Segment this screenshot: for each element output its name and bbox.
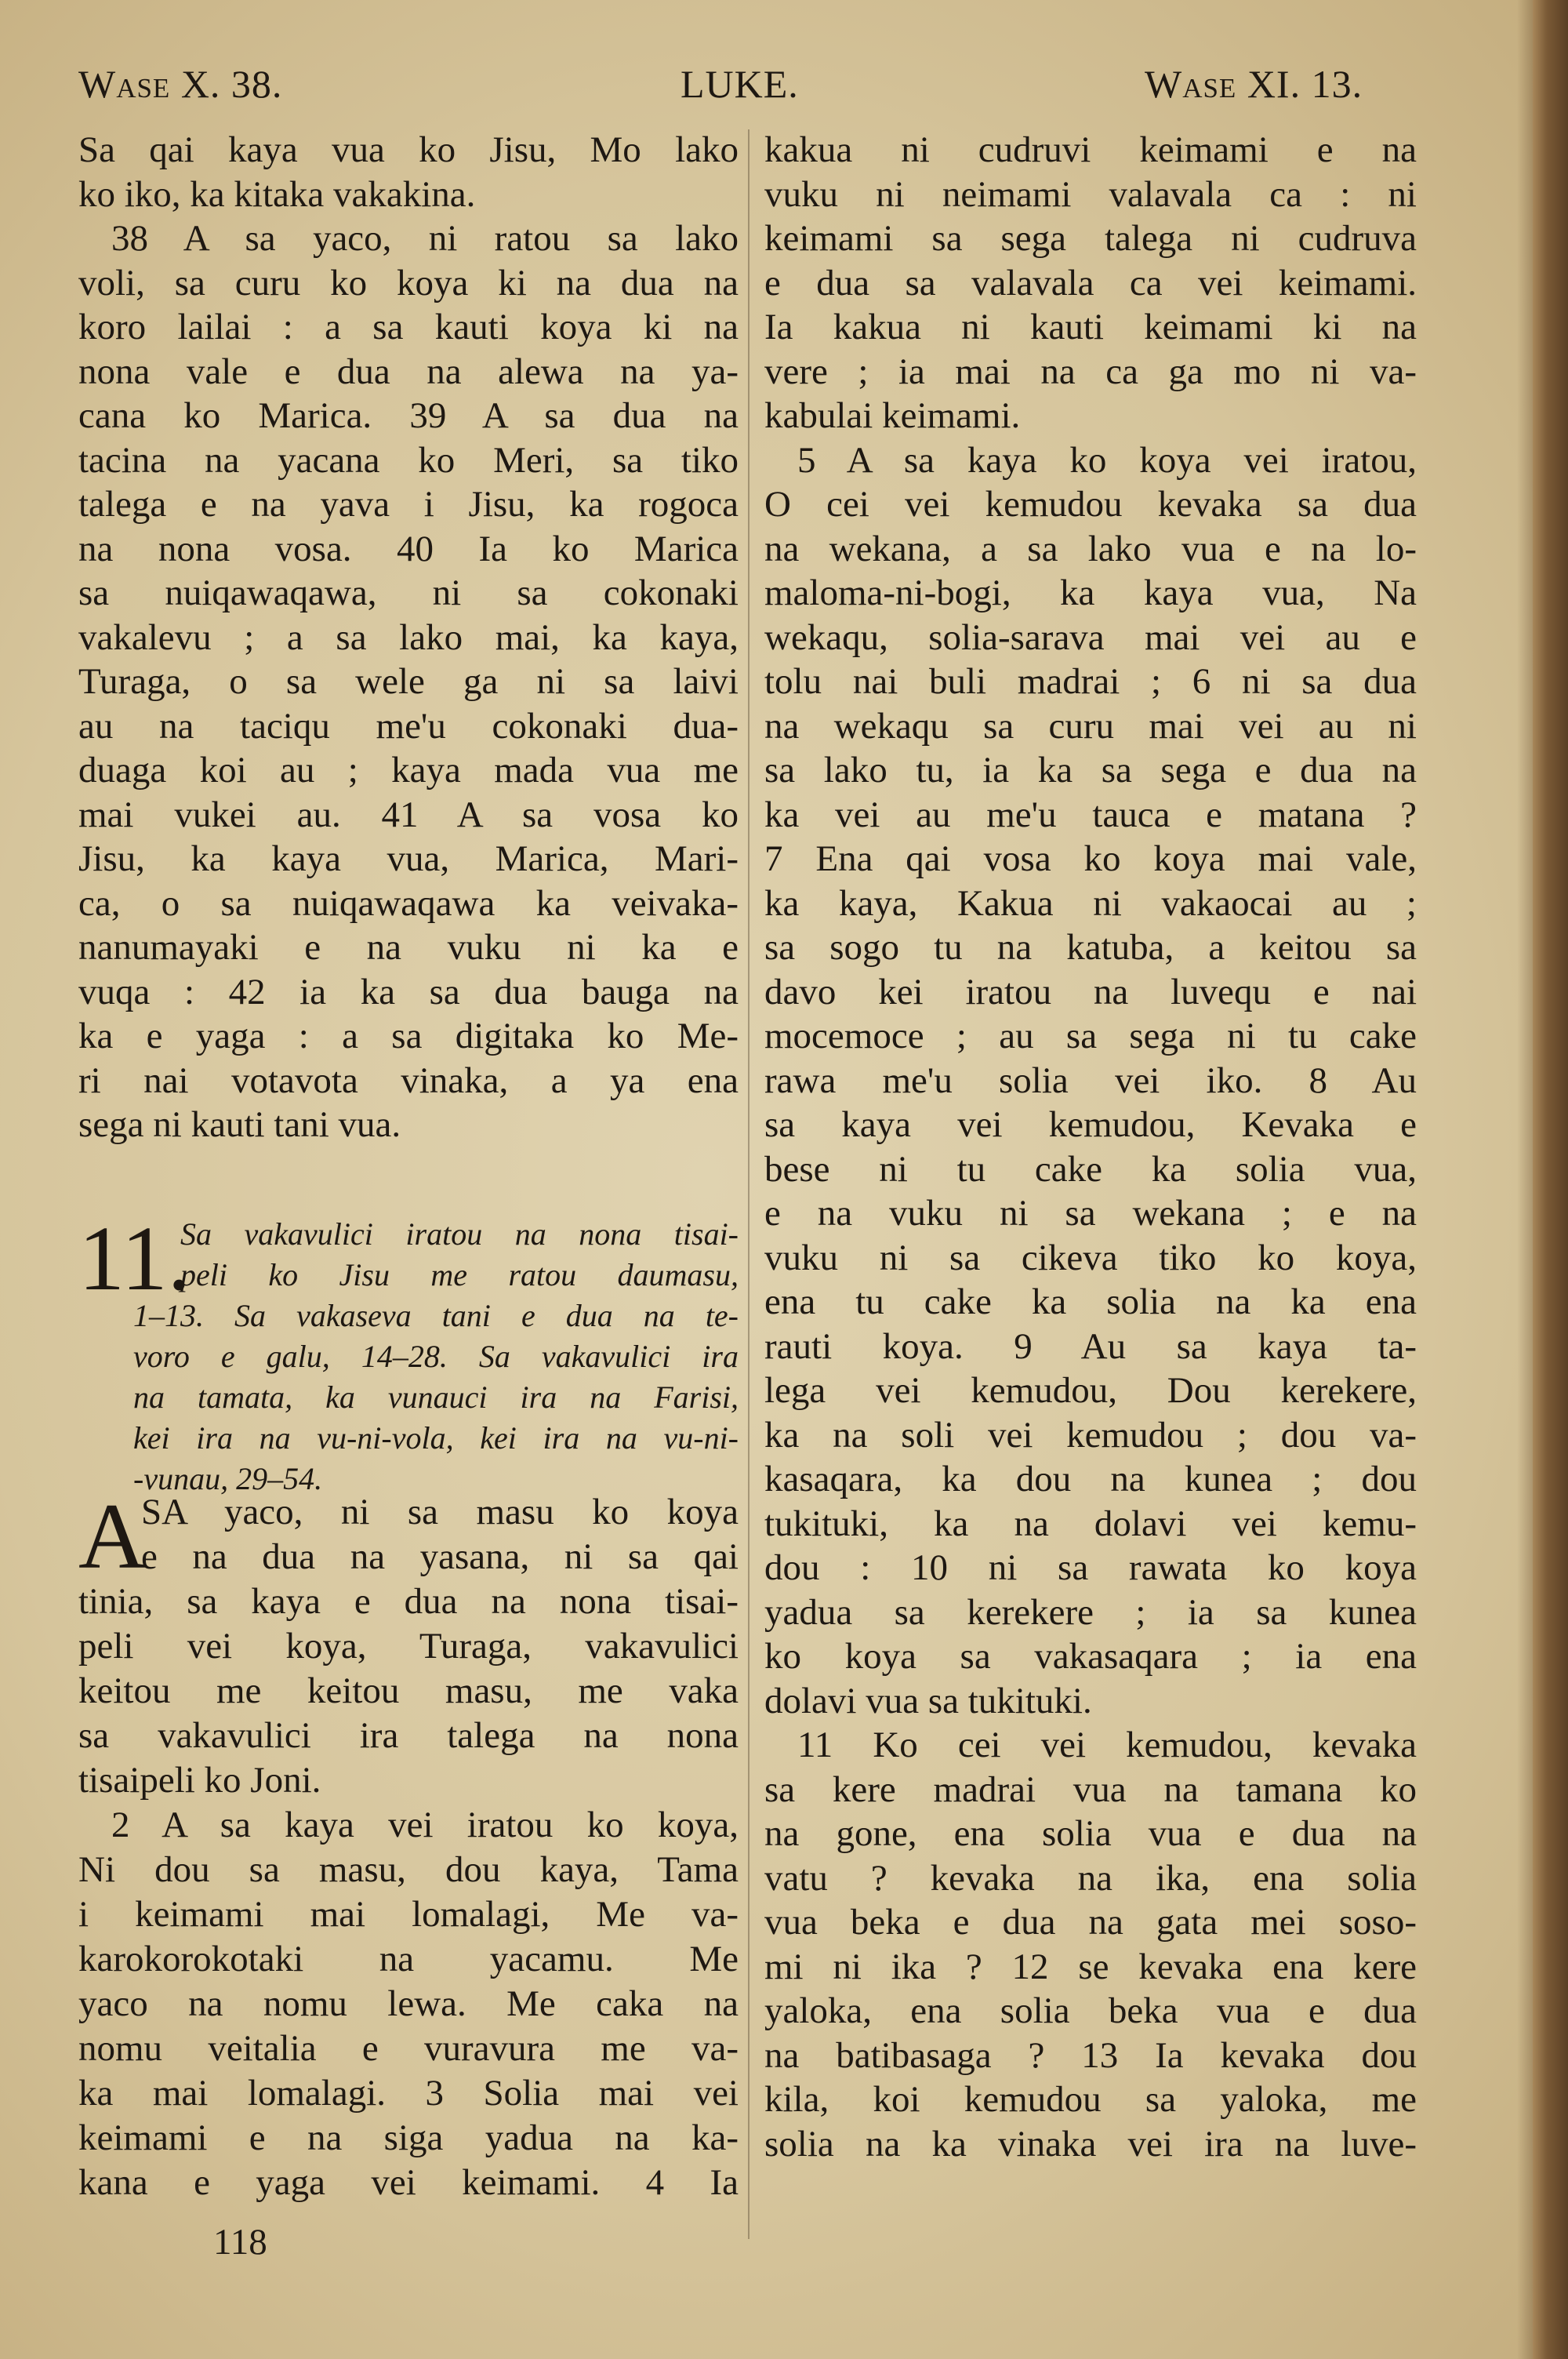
running-head-title: LUKE.	[681, 62, 799, 106]
text-line: Turaga, o sa wele ga ni sa laivi	[78, 661, 739, 702]
chapter-number: 11.	[78, 1207, 191, 1310]
text-line: maloma-ni-bogi, ka kaya vua, Na	[764, 572, 1417, 613]
text-line: ka e yaga : a sa digitaka ko Me-	[78, 1016, 739, 1056]
chapter-opening-paragraph	[78, 1484, 739, 2205]
text-line: na batibasaga ? 13 Ia kevaka dou	[764, 2034, 1417, 2076]
adjacent-page-edge	[1533, 0, 1568, 2359]
text-line: au na taciqu me'u cokonaki dua-	[78, 705, 739, 747]
text-line: SA yaco, ni sa masu ko koya	[141, 1492, 739, 1532]
text-line: -vunau, 29–54.	[133, 1461, 323, 1496]
text-line: Sa vakavulici iratou na nona tisai-	[180, 1216, 739, 1252]
text-line: sa lako tu, ia ka sa sega e dua na	[764, 750, 1417, 791]
text-line: yadua sa kerekere ; ia sa kunea	[764, 1591, 1417, 1633]
text-line: i keimami mai lomalagi, Me va-	[78, 1894, 739, 1935]
text-line: 38 A sa yaco, ni ratou sa lako	[111, 218, 739, 259]
text-line: duaga koi au ; kaya mada vua me	[78, 750, 739, 791]
text-line: mi ni ika ? 12 se kevaka ena kere	[764, 1946, 1417, 1987]
text-line: kila, koi kemudou sa yaloka, me	[764, 2079, 1417, 2120]
text-line: keitou me keitou masu, me vaka	[78, 1670, 739, 1711]
text-line: karokorokotaki na yacamu. Me	[78, 1939, 739, 1979]
text-line: vakalevu ; a sa lako mai, ka kaya,	[78, 616, 739, 658]
text-line: sa vakavulici ira talega na nona	[78, 1715, 739, 1756]
text-line: Ni dou sa masu, dou kaya, Tama	[78, 1849, 739, 1890]
text-line: na gone, ena solia vua e dua na	[764, 1813, 1417, 1854]
text-line: voro e galu, 14–28. Sa vakavulici ira	[133, 1339, 739, 1374]
head-ref: X. 38.	[180, 62, 283, 106]
page-shadow	[1517, 0, 1534, 2359]
text-line: bese ni tu cake ka solia vua,	[764, 1148, 1417, 1190]
text-line: ka na soli vei kemudou ; dou va-	[764, 1414, 1417, 1456]
text-line: tacina na yacana ko Meri, sa tiko	[78, 439, 739, 481]
head-prefix: Wase	[78, 62, 171, 106]
text-line: ka kaya, Kakua ni vakaocai au ;	[764, 882, 1417, 924]
text-line: O cei vei kemudou kevaka sa dua	[764, 484, 1417, 525]
text-line: vere ; ia mai na ca ga mo ni va-	[764, 351, 1417, 392]
text-line: 7 Ena qai vosa ko koya mai vale,	[764, 838, 1417, 879]
text-line: dolavi vua sa tukituki.	[764, 1680, 1092, 1721]
running-head-right	[1145, 61, 1363, 107]
head-ref: XI. 13.	[1247, 62, 1363, 106]
text-line: ca, o sa nuiqawaqawa ka veivaka-	[78, 882, 739, 924]
left-column-text	[78, 128, 739, 1147]
text-line: wekaqu, solia-sarava mai vei au e	[764, 616, 1417, 658]
text-line: vuku ni neimami valavala ca : ni	[764, 173, 1417, 215]
text-line: keimami sa sega talega ni cudruva	[764, 218, 1417, 259]
text-line: 5 A sa kaya ko koya vei iratou,	[797, 439, 1417, 481]
text-line: 11 Ko cei vei kemudou, kevaka	[797, 1725, 1417, 1765]
text-line: yaco na nomu lewa. Me caka na	[78, 1983, 739, 2024]
text-line: e dua sa valavala ca vei keimami.	[764, 262, 1417, 304]
text-line: vuqa : 42 ia ka sa dua bauga na	[78, 971, 739, 1012]
text-line: tukituki, ka na dolavi vei kemu-	[764, 1503, 1417, 1544]
text-line: Sa qai kaya vua ko Jisu, Mo lako	[78, 129, 739, 170]
text-line: voli, sa curu ko koya ki na dua na	[78, 262, 739, 304]
text-line: e na vuku ni sa wekana ; e na	[764, 1193, 1417, 1234]
text-line: kabulai keimami.	[764, 395, 1021, 436]
text-line: Ia kakua ni kauti keimami ki na	[764, 307, 1417, 347]
running-head-left	[78, 61, 282, 107]
text-line: nona vale e dua na alewa na ya-	[78, 351, 739, 392]
text-line: sa kere madrai vua na tamana ko	[764, 1768, 1417, 1810]
text-line: lega vei kemudou, Dou kerekere,	[764, 1370, 1417, 1411]
text-line: ko iko, ka kitaka vakakina.	[78, 173, 476, 215]
text-line: ka mai lomalagi. 3 Solia mai vei	[78, 2073, 739, 2114]
text-line: tisaipeli ko Joni.	[78, 1760, 321, 1801]
text-line: na nona vosa. 40 Ia ko Marica	[78, 528, 739, 569]
text-line: koro lailai : a sa kauti koya ki na	[78, 307, 739, 347]
text-line: vuku ni sa cikeva tiko ko koya,	[764, 1237, 1417, 1278]
text-line: na wekana, a sa lako vua e na lo-	[764, 528, 1417, 569]
text-line: kana e yaga vei keimami. 4 Ia	[78, 2162, 739, 2203]
text-line: talega e na yava i Jisu, ka rogoca	[78, 484, 739, 525]
text-line: vua beka e dua na gata mei soso-	[764, 1902, 1417, 1943]
drop-cap: A	[78, 1484, 147, 1588]
text-line: Jisu, ka kaya vua, Marica, Mari-	[78, 838, 739, 879]
text-line: kei ira na vu-ni-vola, kei ira na vu-ni-	[133, 1420, 739, 1456]
column-divider	[748, 129, 750, 2239]
text-line: na wekaqu sa curu mai vei au ni	[764, 705, 1417, 747]
text-line: na tamata, ka vunauci ira na Farisi,	[133, 1379, 739, 1415]
text-line: ko koya sa vakasaqara ; ia ena	[764, 1636, 1417, 1677]
head-prefix: Wase	[1145, 62, 1237, 106]
text-line: rauti koya. 9 Au sa kaya ta-	[764, 1325, 1417, 1367]
text-line: sega ni kauti tani vua.	[78, 1104, 401, 1145]
text-line: peli ko Jisu me ratou daumasu,	[180, 1257, 739, 1292]
text-line: kasaqara, ka dou na kunea ; dou	[764, 1459, 1417, 1499]
text-line: mai vukei au. 41 A sa vosa ko	[78, 794, 739, 835]
text-line: solia na ka vinaka vei ira na luve-	[764, 2123, 1417, 2165]
text-line: nomu veitalia e vuravura me va-	[78, 2028, 739, 2069]
chapter-summary	[78, 1207, 739, 1499]
text-line: sa nuiqawaqawa, ni sa cokonaki	[78, 572, 739, 613]
text-line: davo kei iratou na luvequ e nai	[764, 971, 1417, 1012]
right-column-text	[764, 128, 1417, 2166]
text-line: keimami e na siga yadua na ka-	[78, 2117, 739, 2158]
text-line: 1–13. Sa vakaseva tani e dua na te-	[133, 1298, 739, 1333]
text-line: yaloka, ena solia beka vua e dua	[764, 1990, 1417, 2031]
text-line: rawa me'u solia vei iko. 8 Au	[764, 1060, 1417, 1101]
text-line: ka vei au me'u tauca e matana ?	[764, 794, 1417, 835]
text-line: nanumayaki e na vuku ni ka e	[78, 927, 739, 968]
text-line: e na dua na yasana, ni sa qai	[141, 1536, 739, 1577]
text-line: sa kaya vei kemudou, Kevaka e	[764, 1104, 1417, 1145]
text-line: 2 A sa kaya vei iratou ko koya,	[111, 1805, 739, 1845]
text-line: mocemoce ; au sa sega ni tu cake	[764, 1016, 1417, 1056]
text-line: cana ko Marica. 39 A sa dua na	[78, 395, 739, 436]
text-line: tolu nai buli madrai ; 6 ni sa dua	[764, 661, 1417, 702]
page-number: 118	[213, 2222, 267, 2263]
text-line: ri nai votavota vinaka, a ya ena	[78, 1060, 739, 1101]
text-line: sa sogo tu na katuba, a keitou sa	[764, 927, 1417, 968]
text-line: peli vei koya, Turaga, vakavulici	[78, 1626, 739, 1667]
text-line: dou : 10 ni sa rawata ko koya	[764, 1547, 1417, 1588]
text-line: kakua ni cudruvi keimami e na	[764, 129, 1417, 170]
text-line: vatu ? kevaka na ika, ena solia	[764, 1857, 1417, 1899]
text-line: tinia, sa kaya e dua na nona tisai-	[78, 1581, 739, 1622]
text-line: ena tu cake ka solia na ka ena	[764, 1281, 1417, 1322]
